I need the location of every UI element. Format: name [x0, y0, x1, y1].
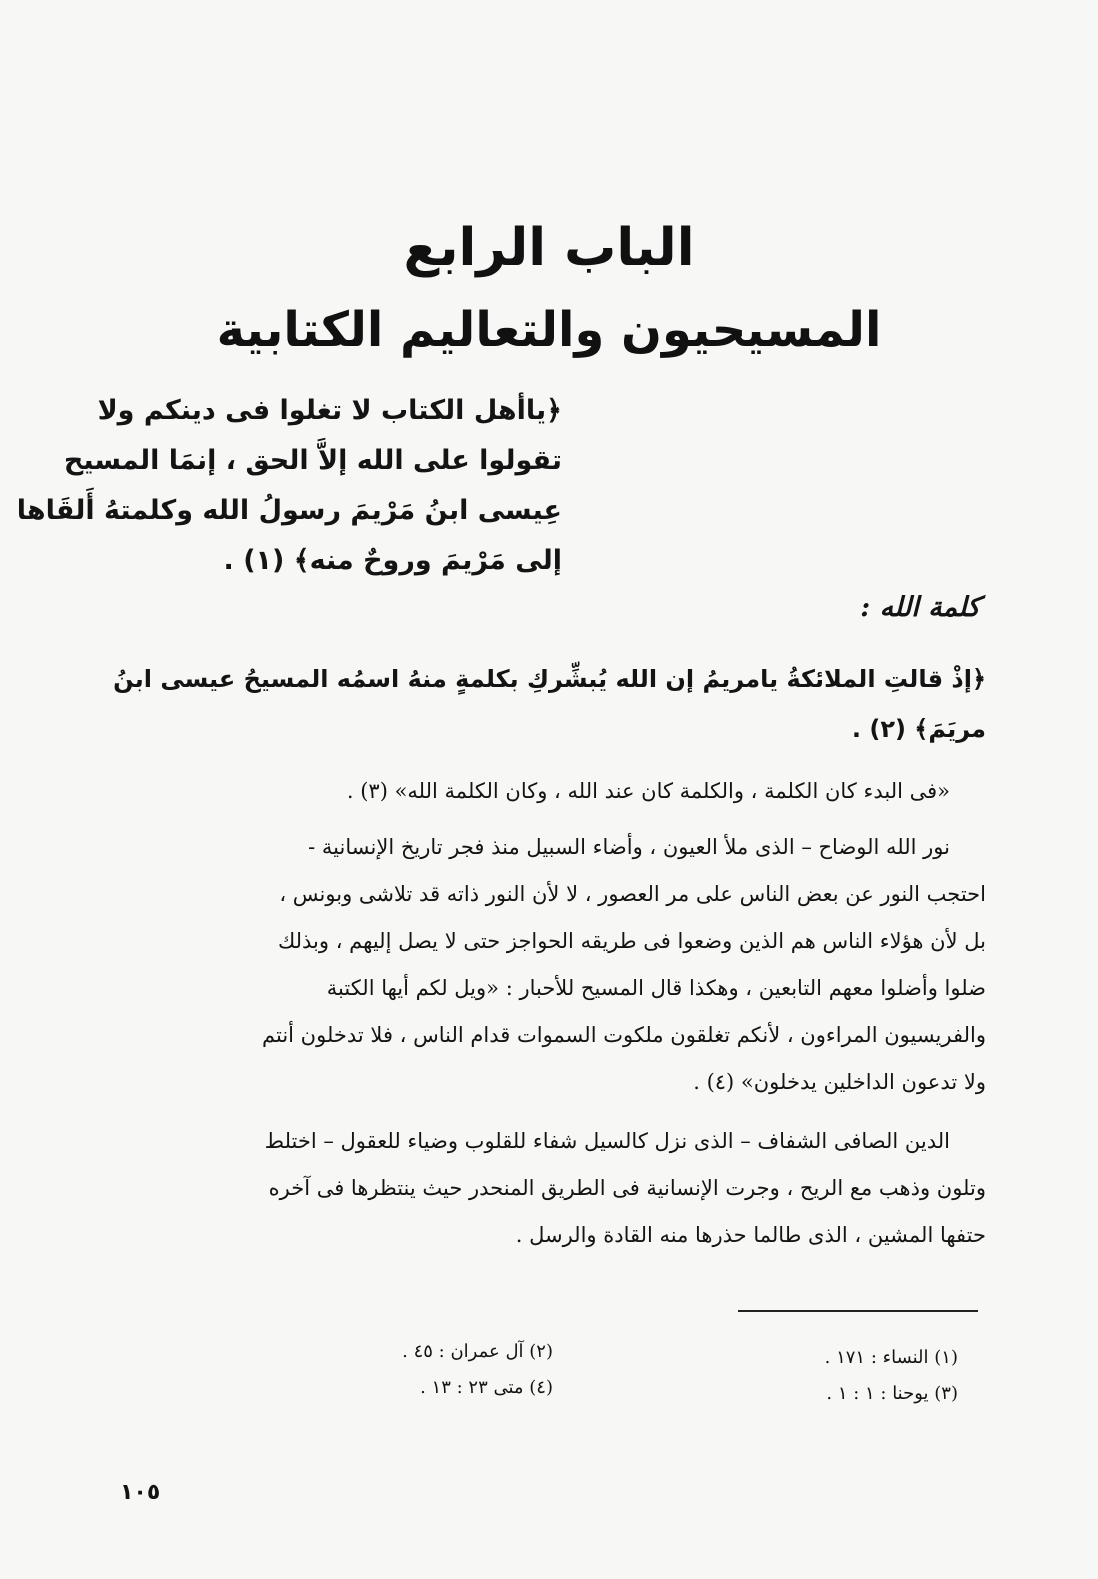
footnote-divider — [738, 1310, 978, 1312]
footnote: (٤) متى ٢٣ : ١٣ . — [420, 1377, 553, 1398]
section-heading: كلمة الله : — [860, 592, 980, 623]
epigraph-verse — [16, 386, 562, 586]
page-number: ١٠٥ — [120, 1480, 161, 1505]
quote-line: مريَمَ﴾ (٢) . — [851, 715, 986, 743]
footnote: (١) النساء : ١٧١ . — [824, 1347, 958, 1368]
paragraph-light — [111, 824, 986, 1106]
epigraph-line: عِيسى ابنُ مَرْيمَ رسولُ الله وكلمتهُ أَلقَاها — [16, 495, 562, 526]
footnotes-right-column — [825, 1340, 958, 1412]
quran-quote — [113, 654, 986, 754]
paragraph-line: «فى البدء كان الكلمة ، والكلمة كان عند الله ، وكان الكلمة الله» (٣) . — [346, 779, 950, 803]
paragraph-line: حتفها المشين ، الذى طالما حذرها منه القادة والرسل . — [515, 1223, 986, 1247]
paragraph-line: نور الله الوضاح – الذى ملأ العيون ، وأضاء السبيل منذ فجر تاريخ الإنسانية - — [308, 835, 950, 859]
footnote: (٢) آل عمران : ٤٥ . — [402, 1341, 553, 1362]
quote-line: ﴿إذْ قالتِ الملائكةُ يامريمُ إن الله يُبشِّركِ بكلمةٍ منهُ اسمُه المسيحُ عيسى ابنُ — [113, 665, 986, 693]
epigraph-line: إلى مَرْيمَ وروحٌ منه﴾ (١) . — [223, 545, 562, 576]
paragraph-line: الدين الصافى الشفاف – الذى نزل كالسيل شفاء للقلوب وضياء للعقول – اختلط — [264, 1129, 950, 1153]
epigraph-line: ﴿ياأهل الكتاب لا تغلوا فى دينكم ولا — [97, 395, 562, 426]
paragraph-religion — [111, 1118, 986, 1259]
paragraph-line: والفريسيون المراءون ، لأنكم تغلقون ملكوت السموات قدام الناس ، فلا تدخلون أنتم — [262, 1023, 986, 1047]
epigraph-line: تقولوا على الله إلاَّ الحق ، إنمَا المسيح — [63, 445, 562, 476]
paragraph-line: ضلوا وأضلوا معهم التابعين ، وهكذا قال المسيح للأحبار : «ويل لكم أيها الكتبة — [326, 976, 986, 1000]
footnotes-left-column — [402, 1334, 553, 1406]
paragraph-line: ولا تدعون الداخلين يدخلون» (٤) . — [693, 1070, 986, 1094]
paragraph-gospel-quote — [111, 768, 986, 815]
chapter-subtitle: المسيحيون والتعاليم الكتابية — [216, 302, 882, 358]
paragraph-line: بل لأن هؤلاء الناس هم الذين وضعوا فى طريقه الحواجز حتى لا يصل إليهم ، وبذلك — [277, 929, 986, 953]
chapter-title: الباب الرابع — [403, 218, 695, 278]
footnote: (٣) يوحنا : ١ : ١ . — [826, 1383, 958, 1404]
paragraph-line: وتلون وذهب مع الريح ، وجرت الإنسانية فى الطريق المنحدر حيث ينتظرها فى آخره — [268, 1176, 986, 1200]
paragraph-line: احتجب النور عن بعض الناس على مر العصور ، لا لأن النور ذاته قد تلاشى وبونس ، — [279, 882, 986, 906]
